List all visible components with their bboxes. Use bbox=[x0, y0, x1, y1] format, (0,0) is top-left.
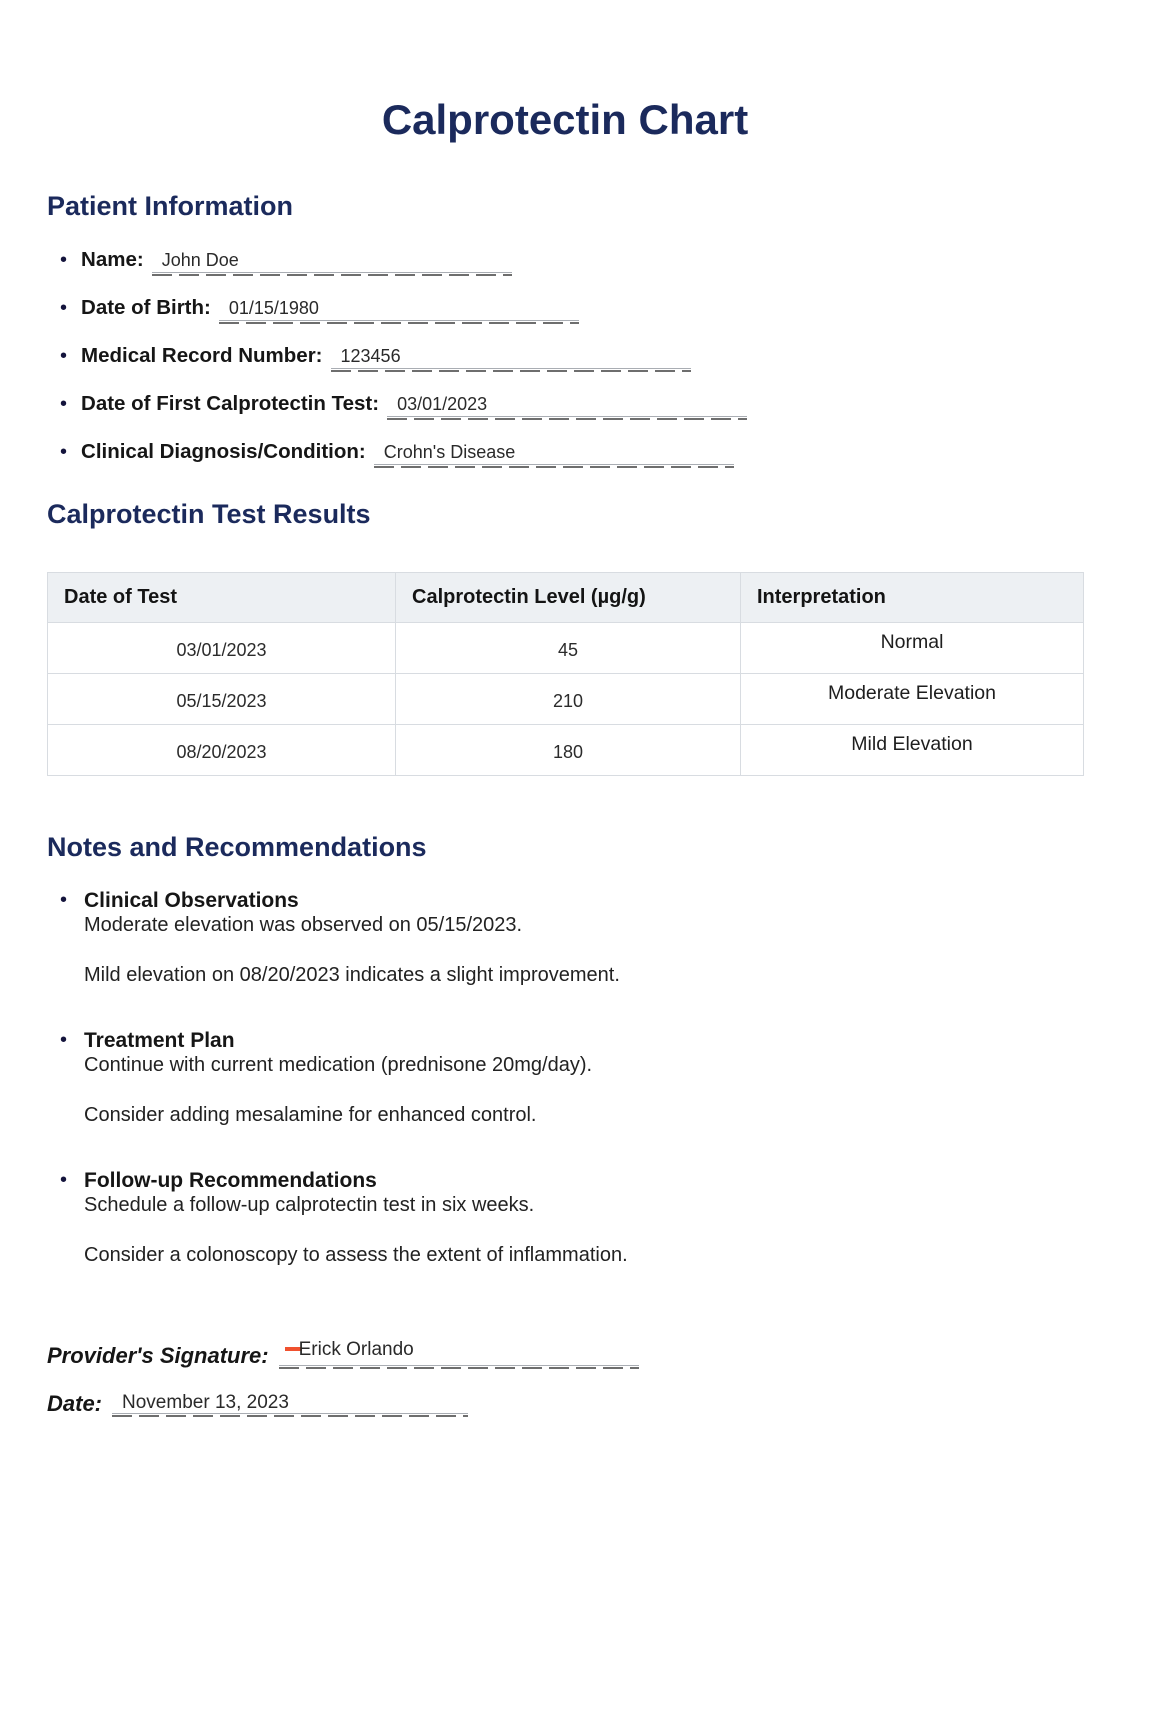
bullet-icon: • bbox=[60, 345, 68, 367]
mrn-field[interactable]: 123456 bbox=[331, 344, 691, 372]
cell-interpretation: Moderate Elevation bbox=[741, 674, 1084, 725]
note-follow-up-recommendations bbox=[47, 1168, 1083, 1267]
column-header-interpretation: Interpretation bbox=[741, 573, 1084, 623]
first-test-date-field[interactable]: 03/01/2023 bbox=[387, 392, 747, 420]
table-row bbox=[48, 674, 1084, 725]
field-label: Date of Birth: bbox=[81, 296, 211, 319]
bullet-icon: • bbox=[60, 297, 68, 319]
cell-level: 45 bbox=[396, 623, 741, 674]
provider-signature-label: Provider's Signature: bbox=[47, 1343, 269, 1368]
table-row bbox=[48, 725, 1084, 776]
patient-field-dob bbox=[47, 296, 1083, 324]
bullet-icon: • bbox=[60, 249, 68, 271]
date-field[interactable] bbox=[112, 1392, 468, 1417]
date-value: November 13, 2023 bbox=[122, 1392, 289, 1413]
notes-heading: Notes and Recommendations bbox=[47, 832, 427, 862]
note-title: Follow-up Recommendations bbox=[84, 1169, 377, 1192]
field-label: Name: bbox=[81, 248, 144, 271]
test-results-heading: Calprotectin Test Results bbox=[47, 499, 371, 529]
provider-signature-field[interactable] bbox=[279, 1339, 639, 1369]
provider-signature-value: Erick Orlando bbox=[298, 1339, 414, 1360]
document-page bbox=[0, 96, 1176, 1417]
note-text: Consider a colonoscopy to assess the extent of inflammation. bbox=[84, 1244, 628, 1266]
bullet-icon: • bbox=[60, 889, 68, 911]
note-text: Mild elevation on 08/20/2023 indicates a slight improvement. bbox=[84, 964, 620, 986]
note-treatment-plan bbox=[47, 1028, 1083, 1127]
note-title: Clinical Observations bbox=[84, 889, 299, 912]
cell-test-date: 05/15/2023 bbox=[48, 674, 396, 725]
column-header-date: Date of Test bbox=[48, 573, 396, 623]
patient-field-name bbox=[47, 248, 1083, 276]
field-label: Date of First Calprotectin Test: bbox=[81, 392, 380, 415]
dob-field[interactable]: 01/15/1980 bbox=[219, 296, 579, 324]
patient-info-list bbox=[47, 248, 1083, 468]
cell-interpretation: Mild Elevation bbox=[741, 725, 1084, 776]
note-text: Consider adding mesalamine for enhanced control. bbox=[84, 1104, 537, 1126]
notes-list bbox=[47, 888, 1083, 1267]
date-label: Date: bbox=[47, 1391, 103, 1416]
patient-field-mrn bbox=[47, 344, 1083, 372]
note-title: Treatment Plan bbox=[84, 1029, 235, 1052]
cell-test-date: 08/20/2023 bbox=[48, 725, 396, 776]
note-text: Schedule a follow-up calprotectin test in six weeks. bbox=[84, 1194, 535, 1216]
field-label: Clinical Diagnosis/Condition: bbox=[81, 440, 366, 463]
page-title: Calprotectin Chart bbox=[381, 96, 749, 143]
bullet-icon: • bbox=[60, 393, 68, 415]
cell-level: 210 bbox=[396, 674, 741, 725]
bullet-icon: • bbox=[60, 441, 68, 463]
provider-signature-row bbox=[47, 1339, 1083, 1369]
note-clinical-observations bbox=[47, 888, 1083, 987]
patient-field-first-test-date bbox=[47, 392, 1083, 420]
date-row bbox=[47, 1391, 1083, 1417]
table-row bbox=[48, 623, 1084, 674]
bullet-icon: • bbox=[60, 1169, 68, 1191]
name-field[interactable]: John Doe bbox=[152, 248, 512, 276]
test-results-table bbox=[47, 572, 1084, 776]
column-header-level: Calprotectin Level (µg/g) bbox=[396, 573, 741, 623]
cell-interpretation: Normal bbox=[741, 623, 1084, 674]
diagnosis-field[interactable]: Crohn's Disease bbox=[374, 440, 734, 468]
field-label: Medical Record Number: bbox=[81, 344, 323, 367]
cell-level: 180 bbox=[396, 725, 741, 776]
patient-field-diagnosis bbox=[47, 440, 1083, 468]
bullet-icon: • bbox=[60, 1029, 68, 1051]
cell-test-date: 03/01/2023 bbox=[48, 623, 396, 674]
patient-info-heading: Patient Information bbox=[47, 191, 294, 221]
table-header-row bbox=[48, 573, 1084, 623]
note-text: Continue with current medication (prednisone 20mg/day). bbox=[84, 1054, 593, 1076]
note-text: Moderate elevation was observed on 05/15/2023. bbox=[84, 914, 523, 936]
